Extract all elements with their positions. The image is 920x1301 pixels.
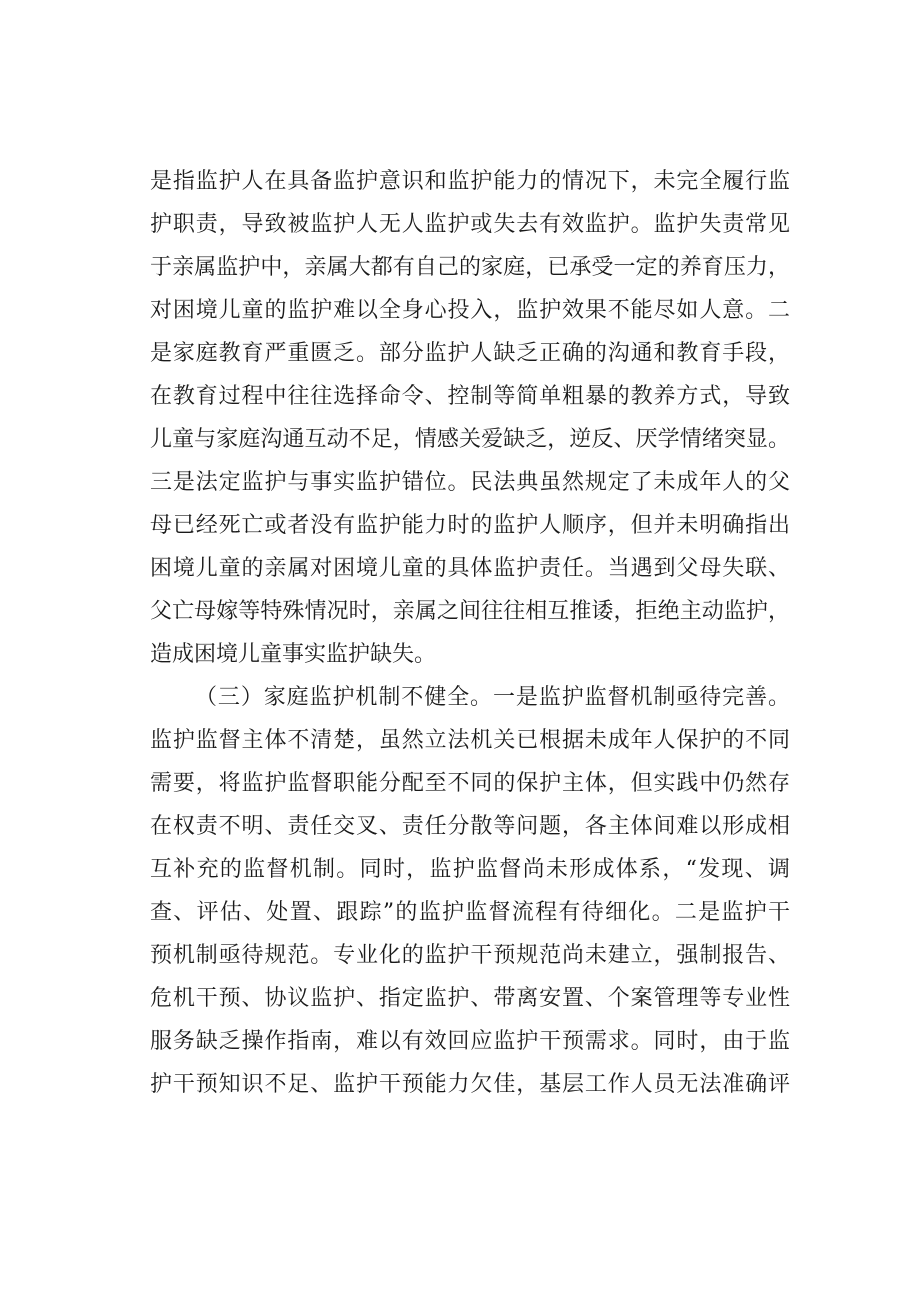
- text-line-3: 于亲属监护中，亲属大都有自己的家庭，已承受一定的养育压力，: [150, 255, 790, 280]
- text-line-16: 在权责不明、责任交叉、责任分散等问题，各主体间难以形成相: [150, 814, 790, 839]
- text-line-15: 需要，将监护监督职能分配至不同的保护主体，但实践中仍然存: [150, 771, 790, 796]
- section-heading-line: （三）家庭监护机制不健全。一是监护监督机制亟待完善。: [195, 685, 790, 710]
- text-line-14: 监护监督主体不清楚，虽然立法机关已根据未成年人保护的不同: [150, 728, 790, 753]
- text-line-9: 母已经死亡或者没有监护能力时的监护人顺序，但并未明确指出: [150, 513, 790, 538]
- text-line-22: 护干预知识不足、监护干预能力欠佳，基层工作人员无法准确评: [150, 1072, 790, 1097]
- text-line-11: 父亡母嫁等特殊情况时，亲属之间往往相互推诿，拒绝主动监护，: [150, 599, 790, 624]
- text-line-4: 对困境儿童的监护难以全身心投入，监护效果不能尽如人意。二: [150, 298, 790, 323]
- text-line-12: 造成困境儿童事实监护缺失。: [150, 642, 437, 667]
- text-line-20: 危机干预、协议监护、指定监护、带离安置、个案管理等专业性: [150, 986, 790, 1011]
- text-line-6: 在教育过程中往往选择命令、控制等简单粗暴的教养方式，导致: [150, 384, 790, 409]
- text-line-19: 预机制亟待规范。专业化的监护干预规范尚未建立，强制报告、: [150, 943, 790, 968]
- text-line-5: 是家庭教育严重匮乏。部分监护人缺乏正确的沟通和教育手段，: [150, 341, 790, 366]
- text-line-7: 儿童与家庭沟通互动不足，情感关爱缺乏，逆反、厌学情绪突显。: [150, 427, 790, 452]
- text-line-21: 服务缺乏操作指南，难以有效回应监护干预需求。同时，由于监: [150, 1029, 790, 1054]
- text-line-1: 是指监护人在具备监护意识和监护能力的情况下，未完全履行监: [150, 169, 790, 194]
- text-line-8: 三是法定监护与事实监护错位。民法典虽然规定了未成年人的父: [150, 470, 790, 495]
- text-line-10: 困境儿童的亲属对困境儿童的具体监护责任。当遇到父母失联、: [150, 556, 790, 581]
- text-line-17: 互补充的监督机制。同时，监护监督尚未形成体系，“发现、调: [150, 857, 790, 882]
- text-line-18: 查、评估、处置、跟踪”的监护监督流程有待细化。二是监护干: [150, 900, 790, 925]
- text-line-2: 护职责，导致被监护人无人监护或失去有效监护。监护失责常见: [150, 212, 790, 237]
